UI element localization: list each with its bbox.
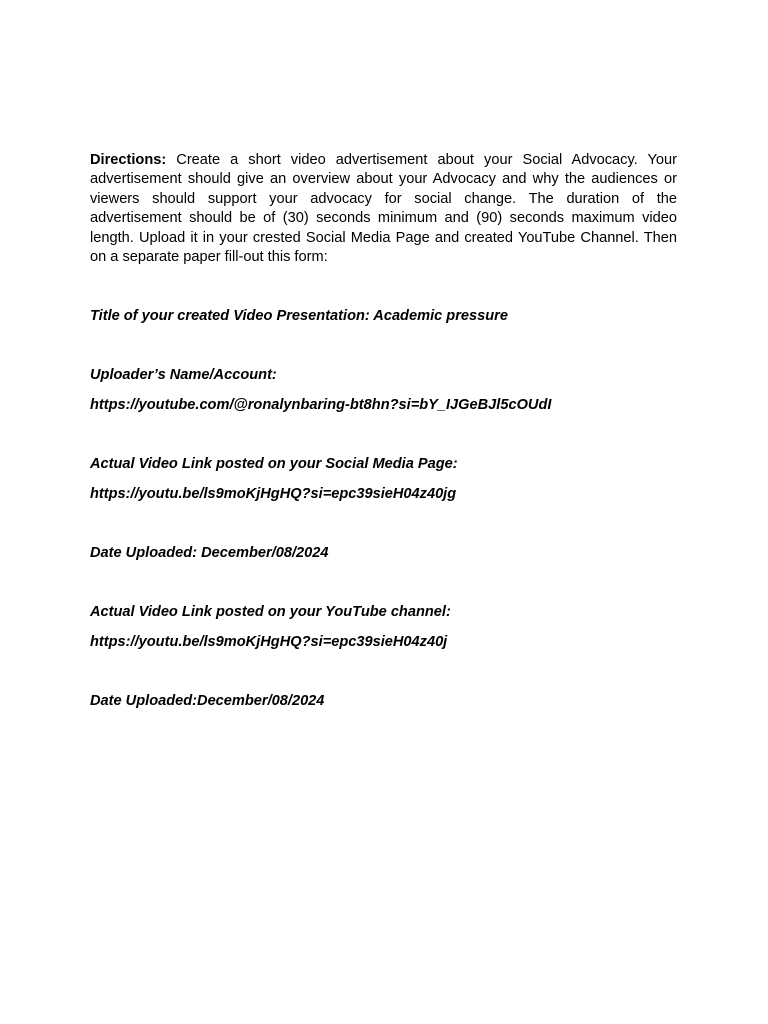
directions-text: Create a short video advertisement about your Social Advocacy. Your advertisement should give an overview about your Advocacy and why the audiences or viewers should support your advocacy for social change. The duration of the advertisement should be of (30) seconds minimum and (90) seconds maximum video length. Upload it in your crested Social Media Page and created YouTube Channel. Then on a separate paper fill-out this form: (90, 152, 677, 266)
social-media-link-label: Actual Video Link posted on your Social Media Page: (90, 456, 458, 472)
youtube-link-label: Actual Video Link posted on your YouTube channel: (90, 604, 451, 620)
directions-label: Directions: (90, 152, 167, 168)
youtube-date-uploaded: Date Uploaded:December/08/2024 (90, 693, 325, 709)
social-date-uploaded: Date Uploaded: December/08/2024 (90, 545, 329, 561)
uploader-account-link: https://youtube.com/@ronalynbaring-bt8hn?si=bY_IJGeBJl5cOUdI (90, 397, 552, 413)
directions-paragraph (90, 151, 677, 267)
video-title-line: Title of your created Video Presentation: Academic pressure (90, 308, 508, 324)
youtube-video-link: https://youtu.be/ls9moKjHgHQ?si=epc39sieH04z40j (90, 634, 448, 650)
uploader-label: Uploader’s Name/Account: (90, 367, 277, 383)
social-media-video-link: https://youtu.be/ls9moKjHgHQ?si=epc39sieH04z40jg (90, 486, 457, 502)
